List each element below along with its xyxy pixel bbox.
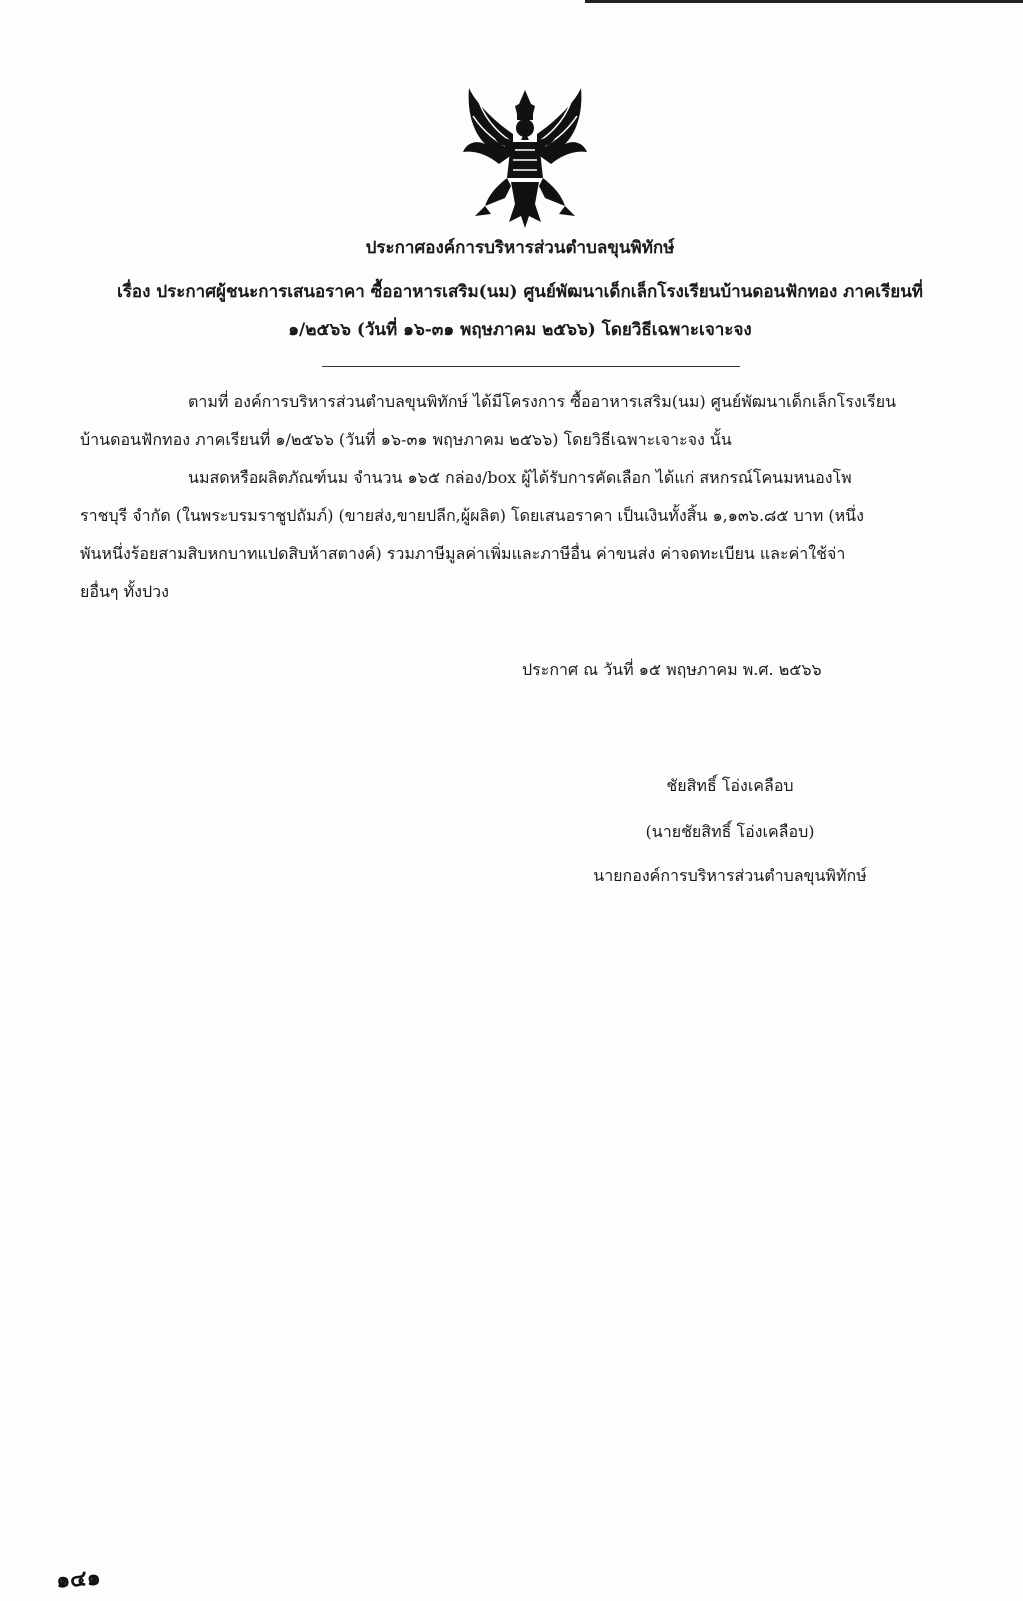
garuda-emblem-icon [455,82,595,232]
paragraph-2-line-2: ราชบุรี จำกัด (ในพระบรมราชูปถัมภ์) (ขายส่ง,ขายปลีก,ผู้ผลิต) โดยเสนอราคา เป็นเงินทั้งสิ้น ๑,๑๓๖.๘๕ บาท (หนึ่ง [80,506,864,525]
signatory-full-name: (นายชัยสิทธิ์ โอ่งเคลือบ) [645,822,815,841]
signatory-position: นายกองค์การบริหารส่วนตำบลขุนพิทักษ์ [593,866,867,885]
paragraph-2-line-3: พันหนึ่งร้อยสามสิบหกบาทแปดสิบห้าสตางค์) รวมภาษีมูลค่าเพิ่มและภาษีอื่น ค่าขนส่ง ค่าจดทะเบียน และค่าใช้จ่า [80,544,846,563]
paragraph-1-line-2: บ้านดอนฟักทอง ภาคเรียนที่ ๑/๒๕๖๖ (วันที่ ๑๖-๓๑ พฤษภาคม ๒๕๖๖) โดยวิธีเฉพาะเจาะจง นั้น [80,430,732,449]
subject-line-1: เรื่อง ประกาศผู้ชนะการเสนอราคา ซื้ออาหารเสริม(นม) ศูนย์พัฒนาเด็กเล็กโรงเรียนบ้านดอนฟักทอง ภาคเรียนที่ [116,282,924,302]
paragraph-2-line-1: นมสดหรือผลิตภัณฑ์นม จำนวน ๑๖๕ กล่อง/box ผู้ได้รับการคัดเลือก ได้แก่ สหกรณ์โคนมหนองโพ [188,468,852,487]
subject-line-2: ๑/๒๕๖๖ (วันที่ ๑๖-๓๑ พฤษภาคม ๒๕๖๖) โดยวิธีเฉพาะเจาะจง [288,320,752,340]
announcement-date: ประกาศ ณ วันที่ ๑๕ พฤษภาคม พ.ศ. ๒๕๖๖ [522,660,822,679]
paragraph-1-line-1: ตามที่ องค์การบริหารส่วนตำบลขุนพิทักษ์ ได้มีโครงการ ซื้ออาหารเสริม(นม) ศูนย์พัฒนาเด็กเล็กโรงเรียน [188,392,897,411]
handwritten-page-mark: ๑๔๑ [55,1565,102,1594]
signature-name: ชัยสิทธิ์ โอ่งเคลือบ [666,776,794,795]
organization-title: ประกาศองค์การบริหารส่วนตำบลขุนพิทักษ์ [365,238,675,258]
scan-edge [585,0,1023,3]
paragraph-2-line-4: ยอื่นๆ ทั้งปวง [80,582,169,601]
title-divider [322,366,740,367]
